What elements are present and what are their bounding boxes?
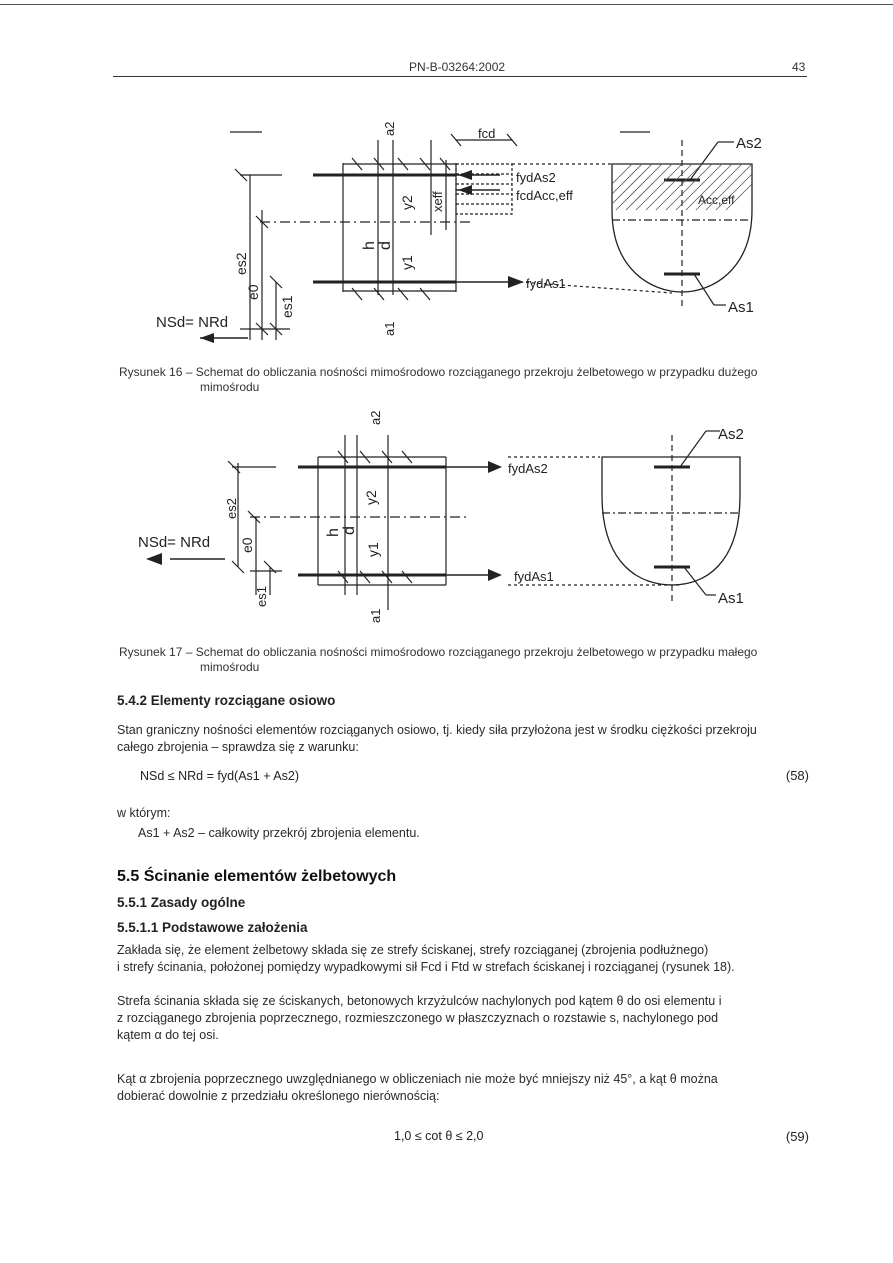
header-rule (113, 76, 807, 77)
fig17-label-y1: y1 (365, 542, 381, 557)
paragraph-angle-alpha-line2: dobierać dowolnie z przedziału określonego nierównością: (117, 1089, 440, 1103)
fig16-label-fcd: fcd (478, 126, 496, 141)
section-5-4-2-paragraph-line2: całego zbrojenia – sprawdza się z warunku: (117, 740, 359, 754)
standard-code: PN-B-03264:2002 (409, 60, 506, 74)
page-number: 43 (792, 60, 806, 74)
paragraph-basic-assumptions-line1: Zakłada się, że element żelbetowy składa się ze strefy ściskanej, strefy rozciąganej (zbrojenia podłużnego) (117, 943, 709, 957)
paragraph-angle-alpha (117, 1071, 809, 1105)
fig16-label-fcd-accef: fcdAcc,eff (516, 188, 573, 203)
fig17-label-a2: a2 (368, 410, 383, 425)
fig16-label-accef: Acc,eff (698, 193, 735, 207)
fig17-label-as2: As2 (718, 426, 744, 443)
section-5-5-1-1-heading: 5.5.1.1 Podstawowe założenia (117, 920, 308, 935)
paragraph-shear-zone-line1: Strefa ścinania składa się ze ściskanych, betonowych krzyżulców nachylonych pod kątem θ do osi elementu i (117, 994, 722, 1008)
equation-59-number: (59) (785, 1129, 809, 1144)
figure-17-caption-line1: Rysunek 17 – Schemat do obliczania nośności mimośrodowo rozciąganego przekroju żelbetowego w przypadku małego (119, 645, 758, 659)
section-5-4-2-paragraph-line1: Stan graniczny nośności elementów rozciąganych osiowo, tj. kiedy siła przyłożona jest w środku ciężkości przekroju (117, 723, 757, 737)
fig17-label-d: d (341, 526, 358, 535)
fig17-label-fyd-as2: fydAs2 (508, 461, 548, 476)
fig17-label-nsd-nrd: NSd= NRd (138, 534, 211, 551)
where-label: w którym: (117, 806, 171, 820)
paragraph-shear-zone-line3: kątem α do tej osi. (117, 1028, 219, 1042)
section-5-5-1-heading: 5.5.1 Zasady ogólne (117, 895, 246, 910)
paragraph-angle-alpha-line1: Kąt α zbrojenia poprzecznego uwzględnianego w obliczeniach nie może być mniejszy niż 45°, a kąt θ można (117, 1072, 718, 1086)
fig17-label-y2: y2 (363, 490, 379, 505)
fig16-label-es1: es1 (279, 295, 295, 318)
fig16-label-y1: y1 (399, 255, 415, 270)
fig16-label-xeff: xeff (430, 191, 445, 212)
fig17-label-h: h (325, 528, 342, 537)
paragraph-basic-assumptions (117, 942, 809, 976)
figure-16 (0, 100, 893, 350)
fig16-nsd-arrowhead (200, 333, 214, 343)
fig16-label-fyd-as1: fydAs1 (526, 276, 566, 291)
equation-59: 1,0 ≤ cot θ ≤ 2,0 (394, 1129, 484, 1143)
fig17-label-e0: e0 (239, 537, 255, 553)
paragraph-shear-zone-line2: z rozciąganego zbrojenia poprzecznego, rozmieszczonego w płaszczyznach o rozstawie s, nachylonego pod (117, 1011, 719, 1025)
equation-58: NSd ≤ NRd = fyd(As1 + As2) (140, 769, 300, 783)
paragraph-basic-assumptions-line2: i strefy ścinania, położonej pomiędzy wypadkowymi sił Fcd i Ftd w strefach ściskanej i rozciąganej (rysunek 18). (117, 960, 735, 974)
fig16-label-d: d (377, 241, 394, 250)
figure-16-caption-line1: Rysunek 16 – Schemat do obliczania nośności mimośrodowo rozciąganego przekroju żelbetowego w przypadku dużego (119, 365, 758, 379)
fig17-label-es1: es1 (254, 586, 269, 607)
fig16-label-y2: y2 (399, 195, 415, 210)
section-5-4-2-heading: 5.4.2 Elementy rozciągane osiowo (117, 693, 336, 708)
section-5-5-heading: 5.5 Ścinanie elementów żelbetowych (117, 868, 397, 885)
fig16-label-nsd-nrd: NSd= NRd (156, 314, 229, 331)
fig16-label-h: h (361, 241, 378, 250)
fig16-label-e0: e0 (245, 284, 261, 300)
figure-16-caption (119, 365, 819, 395)
fig17-label-a1: a1 (368, 608, 383, 623)
fig16-label-a1: a1 (382, 321, 397, 336)
figure-17-caption-line2: mimośrodu (200, 660, 260, 674)
fig16-label-a2: a2 (382, 121, 397, 136)
fig16-label-fyd-as2: fydAs2 (516, 170, 556, 185)
fig17-label-as1: As1 (718, 590, 744, 607)
where-item: As1 + As2 – całkowity przekrój zbrojenia elementu. (138, 826, 420, 840)
scan-top-edge-line (0, 4, 893, 5)
section-5-4-2-paragraph (117, 722, 809, 756)
fig16-label-as2: As2 (736, 135, 762, 152)
fig16-label-es2: es2 (233, 252, 249, 275)
figure-17 (0, 395, 893, 635)
fig17-label-fyd-as1: fydAs1 (514, 569, 554, 584)
figure-17-caption (119, 645, 819, 675)
fig16-fyd-as1-arrowhead (508, 276, 524, 288)
fig17-label-es2: es2 (224, 498, 239, 519)
figure-16-caption-line2: mimośrodu (200, 380, 260, 394)
equation-58-number: (58) (785, 768, 809, 783)
paragraph-shear-zone (117, 993, 809, 1044)
fig16-label-as1: As1 (728, 299, 754, 316)
